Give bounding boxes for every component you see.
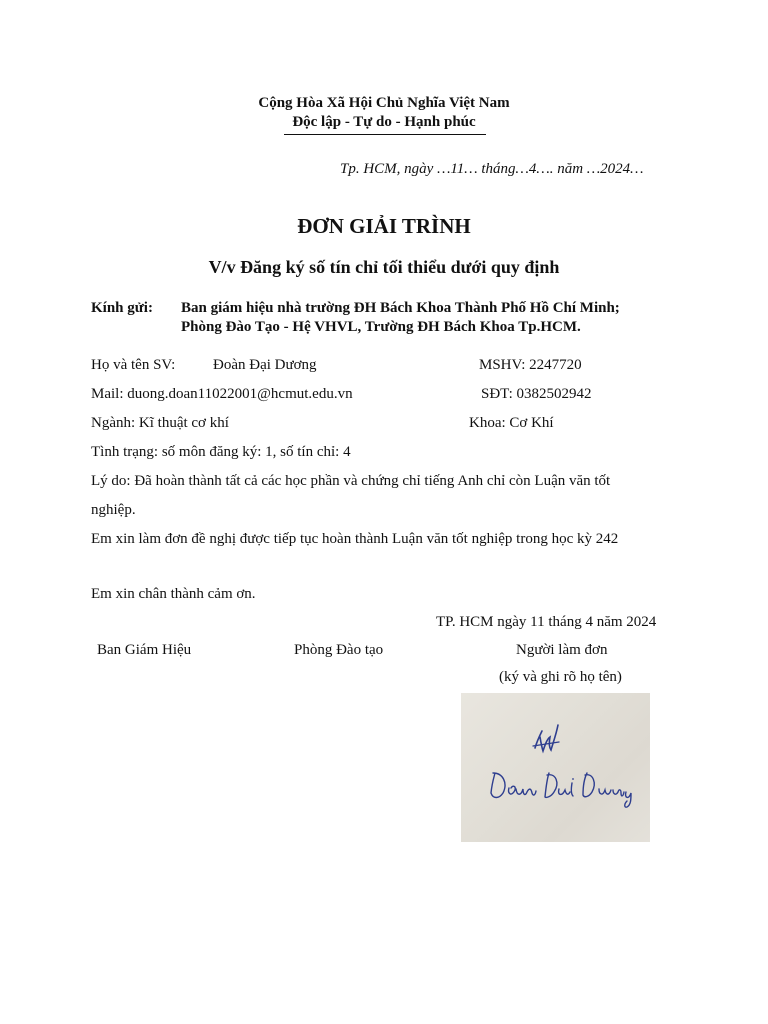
recipient-line-2: Phòng Đào Tạo - Hệ VHVL, Trường ĐH Bách Khoa Tp.HCM. [181, 319, 581, 335]
student-faculty: Khoa: Cơ Khí [469, 415, 554, 431]
recipient-line-1: Ban giám hiệu nhà trường ĐH Bách Khoa Thành Phố Hồ Chí Minh; [181, 300, 620, 316]
name-label: Họ và tên SV: [91, 357, 176, 373]
document-subject: V/v Đăng ký số tín chỉ tối thiểu dưới quy định [208, 257, 560, 277]
motto: Độc lập - Tự do - Hạnh phúc [292, 114, 476, 130]
student-phone: SĐT: 0382502942 [481, 386, 592, 402]
thanks-text: Em xin chân thành cảm ơn. [91, 586, 256, 602]
signature-photo [461, 693, 650, 842]
signature-date: TP. HCM ngày 11 tháng 4 năm 2024 [436, 614, 657, 630]
applicant-label: Người làm đơn [516, 642, 608, 658]
recipient-label: Kính gửi: [91, 300, 153, 316]
applicant-note: (ký và ghi rõ họ tên) [499, 669, 622, 685]
board-label: Ban Giám Hiệu [97, 642, 192, 658]
student-mail: Mail: duong.doan11022001@hcmut.edu.vn [91, 386, 353, 402]
reason-line-2: nghiệp. [91, 502, 136, 518]
registration-status: Tình trạng: số môn đăng ký: 1, số tín chỉ: 4 [91, 444, 351, 460]
document-title: ĐƠN GIẢI TRÌNH [297, 214, 471, 238]
place-date: Tp. HCM, ngày …11… tháng…4…. năm …2024… [340, 161, 644, 177]
request-text: Em xin làm đơn đề nghị được tiếp tục hoàn thành Luận văn tốt nghiệp trong học kỳ 242 [91, 531, 619, 547]
training-office-label: Phòng Đào tạo [294, 642, 384, 658]
motto-underline [284, 134, 486, 135]
student-id: MSHV: 2247720 [479, 357, 582, 373]
student-major: Ngành: Kĩ thuật cơ khí [91, 415, 229, 431]
reason-line-1: Lý do: Đã hoàn thành tất cả các học phần và chứng chỉ tiếng Anh chỉ còn Luận văn tốt [91, 473, 611, 489]
handwritten-signature [461, 693, 650, 842]
student-name: Đoàn Đại Dương [213, 357, 317, 373]
nation-title: Cộng Hòa Xã Hội Chủ Nghĩa Việt Nam [258, 95, 510, 111]
